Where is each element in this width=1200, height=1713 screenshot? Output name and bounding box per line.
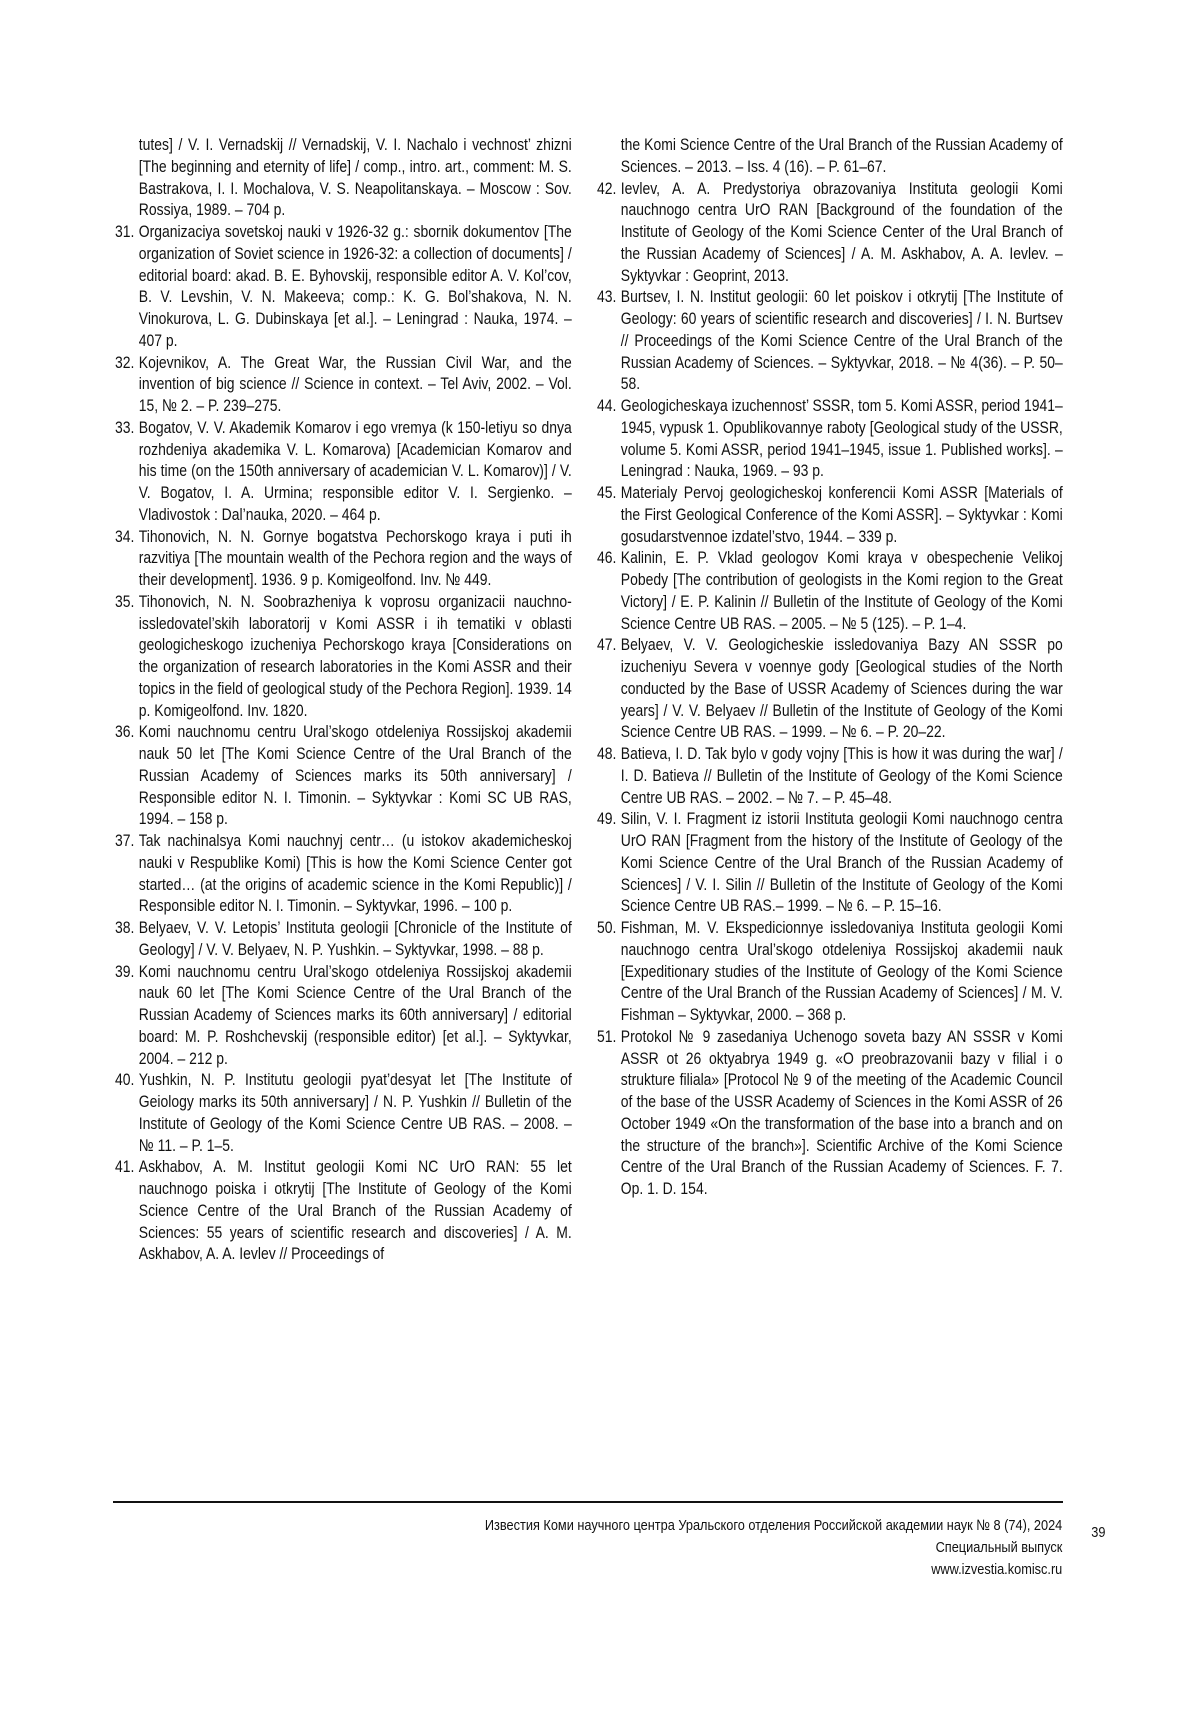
reference-text: Kalinin, E. P. Vklad geologov Komi kraya v obespechenie Velikoj Pobedy [The contribution of geologists in the Komi region to the Great Victory] / E. P. Kalinin // Bulletin of the Institute of Geology of the Komi Science Centre UB RAS. – 2005. – № 5 (125). – P. 1–4. xyxy=(621,548,1063,632)
reference-item xyxy=(597,482,1063,547)
reference-text: Batieva, I. D. Tak bylo v gody vojny [This is how it was during the war] / I. D. Batieva // Bulletin of the Institute of Geology of the Komi Science Centre UB RAS. – 2002. – № 7. – P. 45–48. xyxy=(621,744,1063,807)
reference-item xyxy=(115,721,572,830)
reference-number: 44. xyxy=(597,395,616,417)
reference-number: 48. xyxy=(597,743,616,765)
reference-text: Tihonovich, N. N. Soobrazheniya k voprosu organizacii nauchno-issledovatel’skih laboratorij v Komi ASSR i ih tematiki v oblasti geologicheskogo izucheniya Pechorskogo kraya [Considerations on the organization of research laboratories in the Komi ASSR and their topics in the field of geological study of the Pechora Region]. 1939. 14 p. Komigeolfond. Inv. 1820. xyxy=(139,592,572,720)
reference-number: 46. xyxy=(597,547,616,569)
reference-text: Fishman, M. V. Ekspedicionnye issledovaniya Instituta geologii Komi nauchnogo centra Ural’skogo otdeleniya Rossijskoj akademii nauk [Expeditionary studies of the Institute of Geology of the Komi Science Centre of the Ural Branch of the Russian Academy of Sciences] / M. V. Fishman – Syktyvkar, 2000. – 368 p. xyxy=(621,918,1063,1024)
reference-item xyxy=(115,221,572,352)
reference-item xyxy=(115,1069,572,1156)
reference-number: 50. xyxy=(597,917,616,939)
reference-text: Komi nauchnomu centru Ural’skogo otdeleniya Rossijskoj akademii nauk 60 let [The Komi Science Centre of the Ural Branch of the Russian Academy of Sciences marks its 60th anniversary] / editorial board: M. P. Roshchevskij (responsible editor) [et al.]. – Syktyvkar, 2004. – 212 p. xyxy=(139,962,572,1068)
footer-divider xyxy=(113,1501,1063,1503)
reference-text: Bogatov, V. V. Akademik Komarov i ego vremya (k 150-letiyu so dnya rozhdeniya akademika V. L. Komarova) [Academician Komarov and his time (on the 150th anniversary of academician V. L. Komarov)] / V. V. Bogatov, I. A. Urmina; responsible editor V. I. Sergienko. – Vladivostok : Dal’nauka, 2020. – 464 p. xyxy=(139,418,572,524)
reference-text: Geologicheskaya izuchennost’ SSSR, tom 5. Komi ASSR, period 1941–1945, vypusk 1. Opublikovannye raboty [Geological study of the USSR, volume 5. Komi ASSR, period 1941–1945, issue 1. Published works]. – Leningrad : Nauka, 1969. – 93 p. xyxy=(621,396,1063,480)
reference-text: Tak nachinalsya Komi nauchnyj centr… (u istokov akademicheskoj nauki v Respublike Komi) [This is how the Komi Science Center got started… (at the origins of academic science in the Komi Republic)] / Responsible editor N. I. Timonin. – Syktyvkar, 1996. – 100 p. xyxy=(139,831,572,915)
reference-item xyxy=(115,1156,572,1265)
page-footer xyxy=(485,1515,1062,1581)
reference-number: 40. xyxy=(115,1069,134,1091)
reference-item xyxy=(115,352,572,417)
reference-item xyxy=(115,591,572,722)
reference-number: 42. xyxy=(597,178,616,200)
reference-item xyxy=(115,961,572,1070)
reference-item xyxy=(597,395,1063,482)
reference-text: Belyaev, V. V. Letopis’ Instituta geologii [Chronicle of the Institute of Geology] / V. V. Belyaev, N. P. Yushkin. – Syktyvkar, 1998. – 88 p. xyxy=(139,918,572,959)
reference-number: 39. xyxy=(115,961,134,983)
reference-number: 33. xyxy=(115,417,134,439)
reference-number: 51. xyxy=(597,1026,616,1048)
reference-text: Materialy Pervoj geologicheskoj konferencii Komi ASSR [Materials of the First Geological Conference of the Komi ASSR]. – Syktyvkar : Komi gosudarstvennoe izdatel’stvo, 1944. – 339 p. xyxy=(621,483,1063,546)
reference-number: 43. xyxy=(597,286,616,308)
reference-text: tutes] / V. I. Vernadskij // Vernadskij, V. I. Nachalo i vechnost’ zhizni [The beginning and eternity of life] / comp., intro. art., comment: M. S. Bastrakova, I. I. Mochalova, V. S. Neapolitanskaya. – Moscow : Sov. Rossiya, 1989. – 704 p. xyxy=(139,135,572,219)
reference-item xyxy=(597,547,1063,634)
reference-text: Ievlev, A. A. Predystoriya obrazovaniya Instituta geologii Komi nauchnogo centra UrO RAN [Background of the foundation of the Institute of Geology of the Komi Science Center of the Ural Branch of the Russian Academy of Sciences] / A. M. Askhabov, A. A. Ievlev. – Syktyvkar : Geoprint, 2013. xyxy=(621,179,1063,285)
references-left-column xyxy=(115,134,572,1265)
reference-item xyxy=(115,417,572,526)
reference-number: 35. xyxy=(115,591,134,613)
reference-item xyxy=(115,830,572,917)
reference-item xyxy=(597,917,1063,1026)
reference-text: Yushkin, N. P. Institutu geologii pyat’desyat let [The Institute of Geiology marks its 50th anniversary] / N. P. Yushkin // Bulletin of the Institute of Geology of the Komi Science Centre UB RAS. – 2008. – № 11. – P. 1–5. xyxy=(139,1070,572,1154)
reference-number: 47. xyxy=(597,634,616,656)
reference-text: Kojevnikov, A. The Great War, the Russian Civil War, and the invention of big science // Science in context. – Tel Aviv, 2002. – Vol. 15, № 2. – P. 239–275. xyxy=(139,353,572,416)
reference-text: Burtsev, I. N. Institut geologii: 60 let poiskov i otkrytij [The Institute of Geology: 60 years of scientific research and discoveries] / I. N. Burtsev // Proceedings of the Komi Science Centre of the Ural Branch of the Russian Academy of Sciences. – Syktyvkar, 2018. – № 4(36). – P. 50–58. xyxy=(621,287,1063,393)
reference-text: Organizaciya sovetskoj nauki v 1926-32 g.: sbornik dokumentov [The organization of Soviet science in 1926-32: a collection of documents] / editorial board: akad. B. E. Byhovskij, responsible editor A. V. Kol’cov, B. V. Levshin, V. N. Makeeva; comp.: K. G. Bol’shakova, N. N. Vinokurova, L. G. Dubinskaya [et al.]. – Leningrad : Nauka, 1974. – 407 p. xyxy=(139,222,572,350)
issue-label: Специальный выпуск xyxy=(485,1537,1062,1559)
page-number: 39 xyxy=(1091,1524,1105,1541)
reference-number: 32. xyxy=(115,352,134,374)
reference-number: 31. xyxy=(115,221,134,243)
reference-item xyxy=(597,286,1063,395)
reference-item xyxy=(597,808,1063,917)
reference-text: Tihonovich, N. N. Gornye bogatstva Pechorskogo kraya i puti ih razvitiya [The mountain wealth of the Pechora region and the ways of their development]. 1936. 9 p. Komigeolfond. Inv. № 449. xyxy=(139,527,572,590)
journal-title: Известия Коми научного центра Уральского отделения Российской академии наук № 8 (74), 2024 xyxy=(485,1515,1062,1537)
reference-item xyxy=(115,917,572,961)
reference-number: 36. xyxy=(115,721,134,743)
reference-item xyxy=(597,634,1063,743)
references-right-column xyxy=(597,134,1063,1200)
reference-text: Belyaev, V. V. Geologicheskie issledovaniya Bazy AN SSSR po izucheniyu Severa v voennye gody [Geological studies of the North conducted by the Base of USSR Academy of Sciences during the war years] / V. V. Belyaev // Bulletin of the Institute of Geology of the Komi Science Centre UB RAS. – 1999. – № 6. – P. 20–22. xyxy=(621,635,1063,741)
website-link[interactable]: www.izvestia.komisc.ru xyxy=(485,1559,1062,1581)
reference-item xyxy=(597,134,1063,178)
reference-item xyxy=(597,1026,1063,1200)
reference-item xyxy=(597,178,1063,287)
reference-number: 37. xyxy=(115,830,134,852)
reference-text: the Komi Science Centre of the Ural Branch of the Russian Academy of Sciences. – 2013. – Iss. 4 (16). – P. 61–67. xyxy=(621,135,1063,176)
reference-number: 49. xyxy=(597,808,616,830)
reference-text: Silin, V. I. Fragment iz istorii Instituta geologii Komi nauchnogo centra UrO RAN [Fragment from the history of the Institute of Geology of the Komi Science Centre of the Ural Branch of the Russian Academy of Sciences] / V. I. Silin // Bulletin of the Institute of Geology of the Komi Science Centre UB RAS.– 1999. – № 6. – P. 15–16. xyxy=(621,809,1063,915)
reference-text: Askhabov, A. M. Institut geologii Komi NC UrO RAN: 55 let nauchnogo poiska i otkrytij [The Institute of Geology of the Komi Science Centre of the Ural Branch of the Russian Academy of Sciences: 55 years of scientific research and discoveries] / A. M. Askhabov, A. A. Ievlev // Proceedings of xyxy=(139,1157,572,1263)
reference-text: Protokol № 9 zasedaniya Uchenogo soveta bazy AN SSSR v Komi ASSR ot 26 oktyabrya 1949 g. «O preobrazovanii bazy v filial i o strukture filiala» [Protocol № 9 of the meeting of the Academic Council of the base of the USSR Academy of Sciences in the Komi ASSR of 26 October 1949 «On the transformation of the base into a branch and on the structure of the branch»]. Scientific Archive of the Komi Science Centre of the Ural Branch of the Russian Academy of Sciences. F. 7. Op. 1. D. 154. xyxy=(621,1027,1063,1198)
reference-number: 38. xyxy=(115,917,134,939)
reference-number: 34. xyxy=(115,526,134,548)
reference-number: 45. xyxy=(597,482,616,504)
reference-number: 41. xyxy=(115,1156,134,1178)
reference-text: Komi nauchnomu centru Ural’skogo otdeleniya Rossijskoj akademii nauk 50 let [The Komi Science Centre of the Ural Branch of the Russian Academy of Sciences marks its 50th anniversary] / Responsible editor N. I. Timonin. – Syktyvkar : Komi SC UB RAS, 1994. – 158 p. xyxy=(139,722,572,828)
reference-item xyxy=(115,526,572,591)
reference-item xyxy=(597,743,1063,808)
reference-item xyxy=(115,134,572,221)
